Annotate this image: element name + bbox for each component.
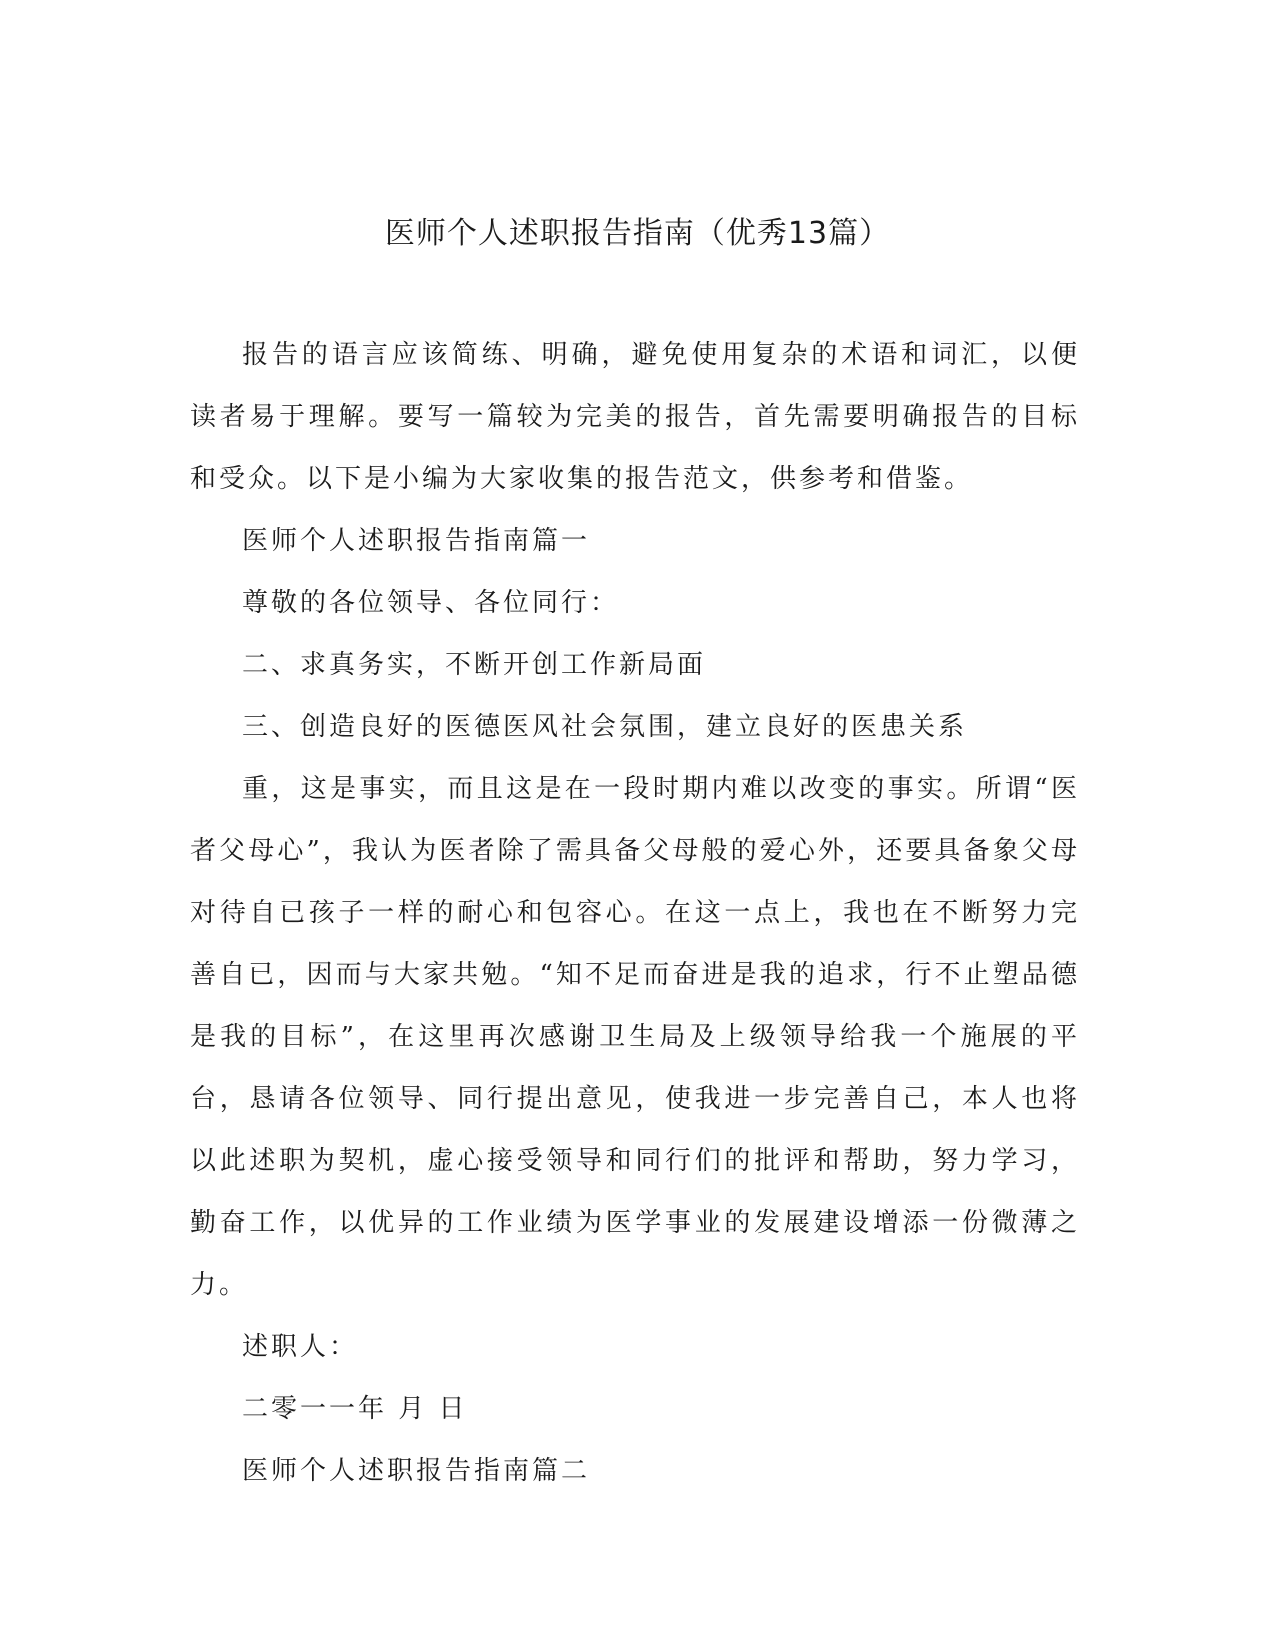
document-title: 医师个人述职报告指南（优秀13篇） xyxy=(384,216,891,251)
section-heading-part-one: 医师个人述职报告指南篇一 xyxy=(242,526,591,556)
signature-label: 述职人： xyxy=(242,1332,359,1362)
point-two: 二、求真务实，不断开创工作新局面 xyxy=(242,650,707,680)
body-paragraph: 重，这是事实，而且这是在一段时期内难以改变的事实。所谓“医者父母心”，我认为医者除了需具备父母般的爱心外，还要具备象父母对待自已孩子一样的耐心和包容心。在这一点上，我也在不断努力完善自已，因而与大家共勉。“知不足而奋进是我的追求，行不止塑品德是我的目标”，在这里再次感谢卫生局及上级领导给我一个施展的平台，恳请各位领导、同行提出意见，使我进一步完善自己，本人也将以此述职为契机，虚心接受领导和同行们的批评和帮助，努力学习，勤奋工作，以优异的工作业绩为医学事业的发展建设增添一份微薄之力。 xyxy=(190,774,1080,1300)
document-body xyxy=(190,324,1080,1502)
date-line: 二零一一年 月 日 xyxy=(242,1394,468,1424)
salutation: 尊敬的各位领导、各位同行： xyxy=(242,588,620,618)
intro-paragraph: 报告的语言应该简练、明确，避免使用复杂的术语和词汇，以便读者易于理解。要写一篇较为完美的报告，首先需要明确报告的目标和受众。以下是小编为大家收集的报告范文，供参考和借鉴。 xyxy=(190,340,1080,494)
point-three: 三、创造良好的医德医风社会氛围，建立良好的医患关系 xyxy=(242,712,968,742)
section-heading-part-two: 医师个人述职报告指南篇二 xyxy=(242,1456,591,1486)
